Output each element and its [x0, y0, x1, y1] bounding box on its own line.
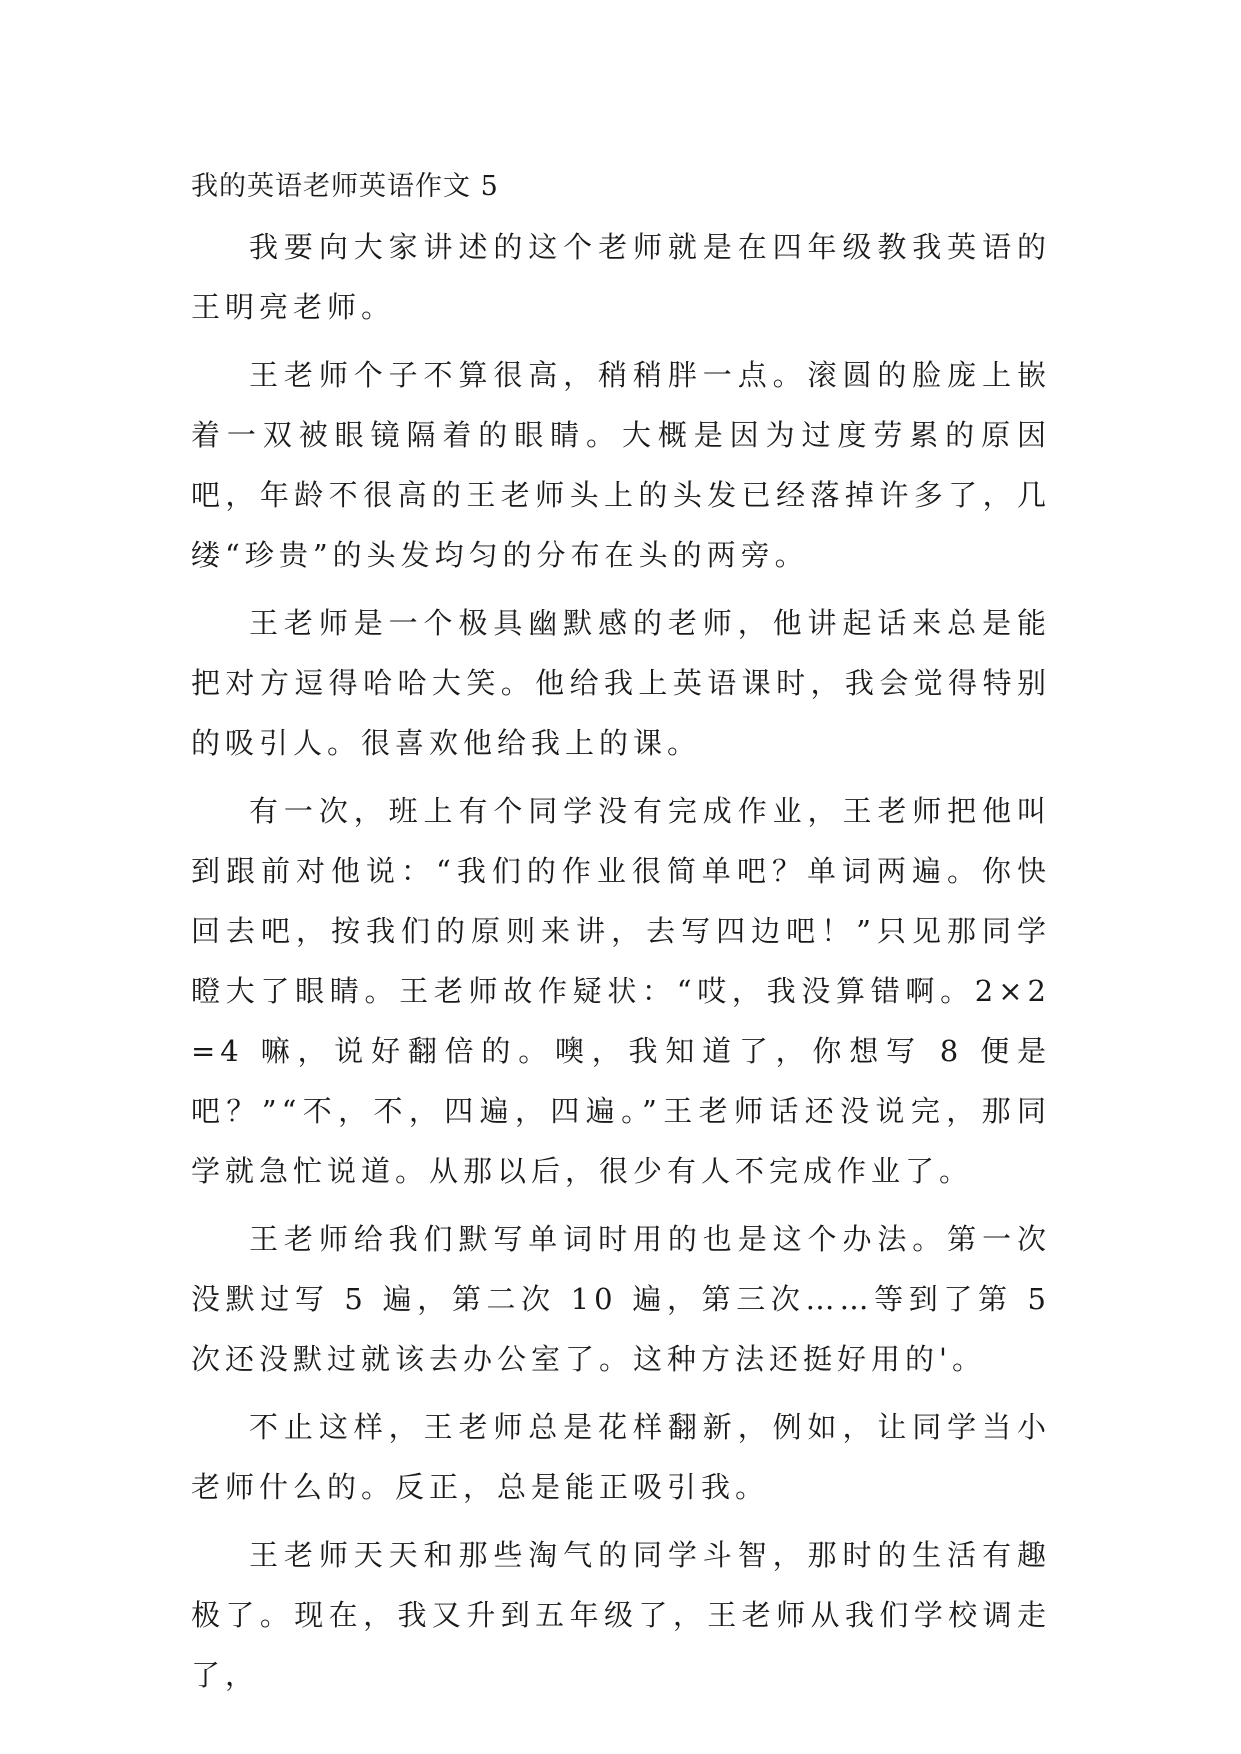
- paragraph-7: 王老师天天和那些淘气的同学斗智，那时的生活有趣极了。现在，我又升到五年级了，王老师从我们学校调走了，: [191, 1538, 1051, 1692]
- paragraph-5: 王老师给我们默写单词时用的也是这个办法。第一次没默过写 5 遍，第二次 10 遍，第三次……等到了第 5 次还没默过就该去办公室了。这种方法还挺好用的'。: [191, 1222, 1051, 1376]
- document-title: 我的英语老师英语作文 5: [191, 171, 499, 202]
- paragraph-3: 王老师是一个极具幽默感的老师，他讲起话来总是能把对方逗得哈哈大笑。他给我上英语课时，我会觉得特别的吸引人。很喜欢他给我上的课。: [191, 606, 1051, 760]
- paragraph-2: 王老师个子不算很高，稍稍胖一点。滚圆的脸庞上嵌着一双被眼镜隔着的眼睛。大概是因为过度劳累的原因吧，年龄不很高的王老师头上的头发已经落掉许多了，几缕“珍贵”的头发均匀的分布在头的两旁。: [191, 358, 1051, 572]
- paragraph-6: 不止这样，王老师总是花样翻新，例如，让同学当小老师什么的。反正，总是能正吸引我。: [191, 1410, 1051, 1504]
- paragraph-1: 我要向大家讲述的这个老师就是在四年级教我英语的王明亮老师。: [191, 230, 1051, 324]
- paragraph-4: 有一次，班上有个同学没有完成作业，王老师把他叫到跟前对他说：“我们的作业很简单吧？单词两遍。你快回去吧，按我们的原则来讲，去写四边吧！”只见那同学瞪大了眼睛。王老师故作疑状：“哎，我没算错啊。2×2=4 嘛，说好翻倍的。噢，我知道了，你想写 8 便是吧？”“不，不，四遍，四遍。”王老师话还没说完，那同学就急忙说道。从那以后，很少有人不完成作业了。: [191, 794, 1051, 1188]
- document-body: [191, 165, 1051, 1713]
